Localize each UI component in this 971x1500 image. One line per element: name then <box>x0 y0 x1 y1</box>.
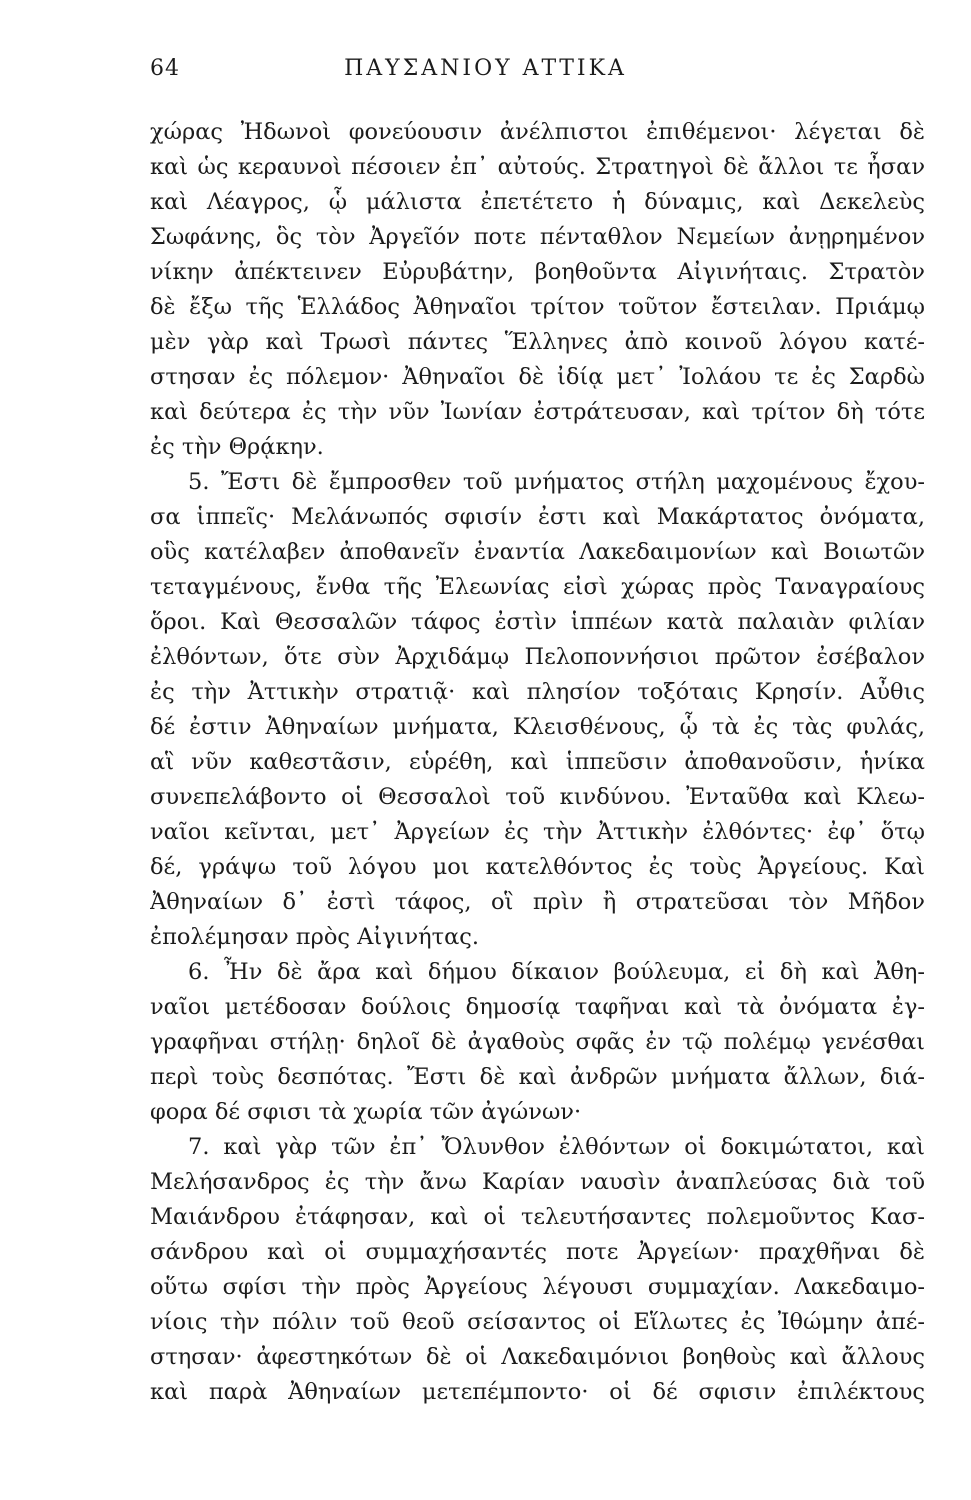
section-6-start: 6. Ἦν δὲ ἄρα καὶ δήμου δίκαιον βούλευμα, εἰ δὴ καὶ Ἀθη- <box>188 959 925 985</box>
text-line: οὕτω σφίσι τὴν πρὸς Ἀργείους λέγουσι συμμαχίαν. Λακεδαιμο- <box>150 1274 925 1300</box>
text-line: δὲ ἔξω τῆς Ἑλλάδος Ἀθηναῖοι τρίτον τοῦτον ἔστειλαν. Πριάμῳ <box>150 294 925 320</box>
text-line: καὶ ὡς κεραυνοὶ πέσοιεν ἐπ᾽ αὐτούς. Στρατηγοὶ δὲ ἄλλοι τε ἦσαν <box>150 154 925 180</box>
page-number: 64 <box>150 56 180 81</box>
text-line: περὶ τοὺς δεσπότας. Ἔστι δὲ καὶ ἀνδρῶν μνήματα ἄλλων, διά- <box>150 1064 925 1090</box>
text-line: ἐπολέμησαν πρὸς Αἰγινήτας. <box>150 924 480 950</box>
page-header <box>0 56 971 96</box>
text-line: μὲν γὰρ καὶ Τρωσὶ πάντες Ἕλληνες ἀπὸ κοινοῦ λόγου κατέ- <box>150 329 925 355</box>
text-line: Ἀθηναίων δ᾽ ἐστὶ τάφος, οἳ πρὶν ἢ στρατεῦσαι τὸν Μῆδον <box>150 889 925 915</box>
text-line: σα ἱππεῖς· Μελάνωπός σφισίν ἐστι καὶ Μακάρτατος ὀνόματα, <box>150 504 925 530</box>
text-line: δέ, γράψω τοῦ λόγου μοι κατελθόντος ἐς τοὺς Ἀργείους. Καὶ <box>150 854 925 880</box>
text-line: καὶ Λέαγρος, ᾧ μάλιστα ἐπετέτετο ἡ δύναμις, καὶ Δεκελεὺς <box>150 189 925 215</box>
text-line: τεταγμένους, ἔνθα τῆς Ἐλεωνίας εἰσὶ χώρας πρὸς Ταναγραίους <box>150 574 925 600</box>
text-line: ἐς τὴν Ἀττικὴν στρατιᾷ· καὶ πλησίον τοξόταις Κρησίν. Αὖθις <box>150 679 925 705</box>
text-line: ναῖοι μετέδοσαν δούλοις δημοσίᾳ ταφῆναι καὶ τὰ ὀνόματα ἐγ- <box>150 994 925 1020</box>
text-line: στησαν· ἀφεστηκότων δὲ οἱ Λακεδαιμόνιοι βοηθοὺς καὶ ἄλλους <box>150 1344 925 1370</box>
text-line: ναῖοι κεῖνται, μετ᾽ Ἀργείων ἐς τὴν Ἀττικὴν ἐλθόντες· ἐφ᾽ ὅτῳ <box>150 819 925 845</box>
text-line: ἐλθόντων, ὅτε σὺν Ἀρχιδάμῳ Πελοποννήσιοι πρῶτον ἐσέβαλον <box>150 644 925 670</box>
section-7-start: 7. καὶ γὰρ τῶν ἐπ᾽ Ὄλυνθον ἐλθόντων οἱ δοκιμώτατοι, καὶ <box>188 1134 925 1160</box>
text-line: ὅροι. Καὶ Θεσσαλῶν τάφος ἐστὶν ἱππέων κατὰ παλαιὰν φιλίαν <box>150 609 925 635</box>
text-line: νίκην ἀπέκτεινεν Εὐρυβάτην, βοηθοῦντα Αἰγινήταις. Στρατὸν <box>150 259 925 285</box>
text-line: συνεπελάβοντο οἱ Θεσσαλοὶ τοῦ κινδύνου. Ἐνταῦθα καὶ Κλεω- <box>150 784 925 810</box>
text-line: καὶ παρὰ Ἀθηναίων μετεπέμποντο· οἱ δέ σφισιν ἐπιλέκτους <box>150 1379 925 1405</box>
body-text <box>150 115 925 1410</box>
text-line: σάνδρου καὶ οἱ συμμαχήσαντές ποτε Ἀργείων· πραχθῆναι δὲ <box>150 1239 925 1265</box>
running-title: ΠΑΥΣΑΝΙΟΥ ΑΤΤΙΚΑ <box>344 56 627 81</box>
text-line: καὶ δεύτερα ἐς τὴν νῦν Ἰωνίαν ἐστράτευσαν, καὶ τρίτον δὴ τότε <box>150 399 925 425</box>
text-line: στησαν ἐς πόλεμον· Ἀθηναῖοι δὲ ἰδίᾳ μετ᾽ Ἰολάου τε ἐς Σαρδὼ <box>150 364 925 390</box>
text-line: Σωφάνης, ὃς τὸν Ἀργεῖόν ποτε πένταθλον Νεμείων ἀνῃρημένον <box>150 224 925 250</box>
text-line: Μαιάνδρου ἐτάφησαν, καὶ οἱ τελευτήσαντες πολεμοῦντος Κασ- <box>150 1204 925 1230</box>
text-line: χώρας Ἠδωνοὶ φονεύουσιν ἀνέλπιστοι ἐπιθέμενοι· λέγεται δὲ <box>150 119 925 145</box>
text-line: Μελήσανδρος ἐς τὴν ἄνω Καρίαν ναυσὶν ἀναπλεύσας διὰ τοῦ <box>150 1169 925 1195</box>
text-line: ἐς τὴν Θρᾴκην. <box>150 434 324 460</box>
section-5-start: 5. Ἔστι δὲ ἔμπροσθεν τοῦ μνήματος στήλη μαχομένους ἔχου- <box>188 469 925 495</box>
text-line: νίοις τὴν πόλιν τοῦ θεοῦ σείσαντος οἱ Εἵλωτες ἐς Ἰθώμην ἀπέ- <box>150 1309 925 1335</box>
text-line: φορα δέ σφισι τὰ χωρία τῶν ἀγώνων· <box>150 1099 582 1125</box>
text-line: γραφῆναι στήλῃ· δηλοῖ δὲ ἀγαθοὺς σφᾶς ἐν τῷ πολέμῳ γενέσθαι <box>150 1029 925 1055</box>
text-line: δέ ἐστιν Ἀθηναίων μνήματα, Κλεισθένους, ᾧ τὰ ἐς τὰς φυλάς, <box>150 714 925 740</box>
text-line: αἳ νῦν καθεστᾶσιν, εὑρέθη, καὶ ἱππεῦσιν ἀποθανοῦσιν, ἡνίκα <box>150 749 925 775</box>
text-line: οὓς κατέλαβεν ἀποθανεῖν ἐναντία Λακεδαιμονίων καὶ Βοιωτῶν <box>150 539 925 565</box>
